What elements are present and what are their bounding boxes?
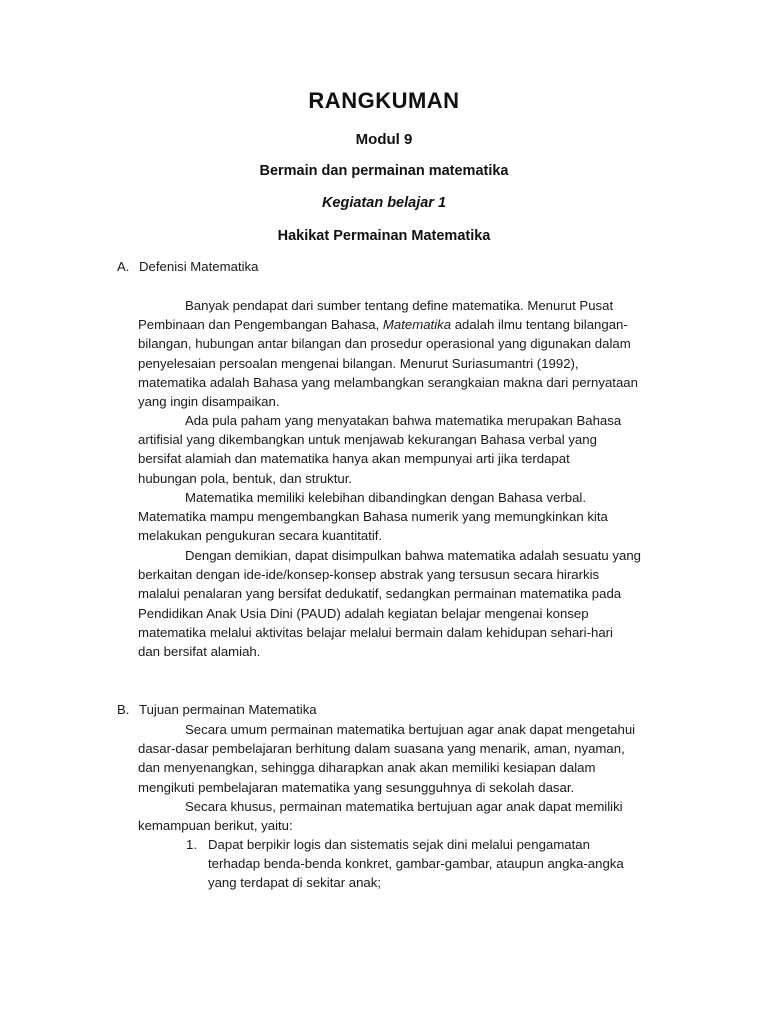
text-span: Pembinaan dan Pengembangan Bahasa,	[138, 317, 383, 333]
section-b-heading	[117, 702, 317, 717]
text-line: mengikuti pembelajaran matematika yang sesungguhnya di sekolah dasar.	[138, 779, 575, 795]
text-line: Banyak pendapat dari sumber tentang define matematika. Menurut Pusat	[185, 298, 614, 313]
section-b-paragraph-1	[138, 720, 678, 797]
list-number: 1.	[186, 837, 197, 852]
list-item	[186, 835, 686, 893]
section-b-paragraph-2	[138, 797, 678, 835]
text-line: Ada pula paham yang menyatakan bahwa matematika merupakan Bahasa	[185, 413, 622, 428]
text-line: artifisial yang dikembangkan untuk menjawab kekurangan Bahasa verbal yang	[138, 432, 597, 448]
text-line: bersifat alamiah dan matematika hanya akan mempunyai arti jika terdapat	[138, 451, 570, 467]
text-line: melakukan pengukuran secara kuantitatif.	[138, 528, 383, 544]
text-line: yang ingin disampaikan.	[138, 394, 280, 410]
text-line: malalui penalaran yang bersifat dedukatif, sedangkan permainan matematika pada	[138, 586, 622, 602]
section-a-paragraph-1	[138, 296, 678, 411]
text-line: kemampuan berikut, yaitu:	[138, 818, 293, 834]
text-line: dasar-dasar pembelajaran berhitung dalam suasana yang menarik, aman, nyaman,	[138, 741, 625, 757]
text-line	[138, 315, 678, 334]
document-title: RANGKUMAN	[308, 88, 460, 113]
text-line: Matematika mampu mengembangkan Bahasa numerik yang memungkinkan kita	[138, 509, 608, 525]
goals-list	[186, 835, 686, 893]
topic-heading: Hakikat Permainan Matematika	[277, 228, 491, 244]
text-line: dan bersifat alamiah.	[138, 644, 261, 660]
text-line: penyelesaian persoalan mengenai bilangan. Menurut Suriasumantri (1992),	[138, 355, 579, 371]
section-a-paragraph-2	[138, 411, 678, 488]
section-a-paragraph-4	[138, 546, 678, 661]
section-a-paragraph-3	[138, 488, 678, 546]
list-text: Dapat berpikir logis dan sistematis sejak dini melalui pengamatan	[208, 837, 590, 852]
text-line: Pendidikan Anak Usia Dini (PAUD) adalah kegiatan belajar mengenai konsep	[138, 605, 589, 621]
module-heading: Modul 9	[355, 131, 413, 148]
section-b-letter: B.	[117, 702, 130, 717]
text-line	[186, 835, 686, 854]
subject-heading: Bermain dan permainan matematika	[259, 163, 509, 179]
section-b-title: Tujuan permainan Matematika	[139, 702, 317, 717]
text-line: Matematika memiliki kelebihan dibandingkan dengan Bahasa verbal.	[185, 490, 586, 505]
text-line: yang terdapat di sekitar anak;	[208, 875, 382, 891]
section-a-title: Defenisi Matematika	[139, 259, 259, 274]
text-line: matematika melalui aktivitas belajar melalui bermain dalam kehidupan sehari-hari	[138, 624, 613, 640]
text-line: bilangan, hubungan antar bilangan dan prosedur operasional yang digunakan dalam	[138, 336, 631, 352]
text-line: Secara umum permainan matematika bertujuan agar anak dapat mengetahui	[185, 722, 636, 737]
text-line: Secara khusus, permainan matematika bertujuan agar anak dapat memiliki	[185, 799, 623, 814]
section-a-letter: A.	[117, 259, 130, 274]
italic-term: Matematika	[382, 317, 452, 333]
text-line: berkaitan dengan ide-ide/konsep-konsep abstrak yang tersusun secara hirarkis	[138, 567, 600, 583]
text-line: terhadap benda-benda konkret, gambar-gambar, ataupun angka-angka	[208, 856, 624, 872]
section-a-heading	[117, 259, 258, 274]
activity-heading: Kegiatan belajar 1	[321, 195, 447, 211]
text-line: matematika adalah Bahasa yang melambangkan serangkaian makna dari pernyataan	[138, 374, 638, 390]
text-span: adalah ilmu tentang bilangan-	[451, 317, 628, 333]
text-line: Dengan demikian, dapat disimpulkan bahwa matematika adalah sesuatu yang	[185, 548, 641, 563]
text-line: dan menyenangkan, sehingga diharapkan anak akan memiliki kesiapan dalam	[138, 760, 596, 776]
text-line: hubungan pola, bentuk, dan struktur.	[138, 470, 353, 486]
